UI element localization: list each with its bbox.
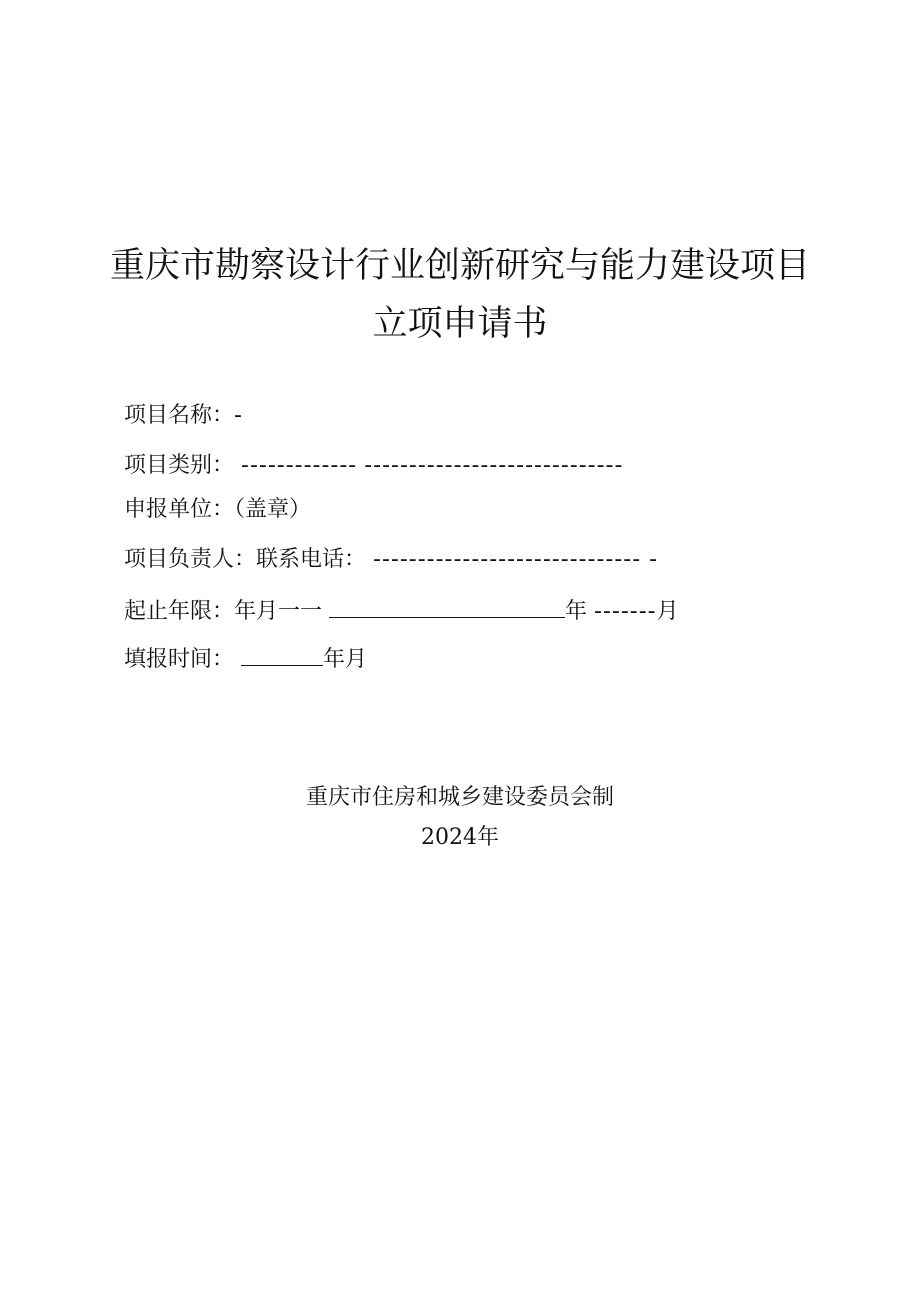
fill-date-underline (241, 643, 323, 666)
project-period-underline (329, 595, 565, 618)
issue-year: 2024年 (421, 825, 499, 850)
applicant-unit-label: 申报单位： (124, 497, 235, 522)
project-category-label: 项目类别： (124, 453, 235, 478)
project-leader-label: 项目负责人： (124, 547, 257, 572)
project-period-field (124, 595, 679, 627)
contact-phone-label: 联系电话： (256, 547, 367, 572)
project-period-start: 年月一一 (234, 599, 323, 624)
project-name-field (124, 401, 242, 431)
document-title-line2: 立项申请书 (372, 304, 548, 344)
issuer-line: 重庆市住房和城乡建设委员会制 (305, 785, 614, 810)
project-period-year-unit: 年 (565, 599, 588, 624)
project-category-blank-2: ----------------------------- (364, 453, 624, 478)
contact-phone-blank: ------------------------------ - (373, 547, 659, 572)
document-title-line1: 重庆市勘察设计行业创新研究与能力建设项目 (109, 246, 810, 286)
project-name-label: 项目名称： (124, 403, 235, 428)
applicant-unit-field (124, 495, 311, 525)
project-category-blank-1: ------------- (241, 453, 358, 478)
fill-date-label: 填报时间： (124, 647, 235, 672)
project-leader-field (124, 545, 658, 575)
project-name-value: - (234, 403, 242, 428)
project-category-field (124, 451, 623, 481)
project-period-month-unit: 月 (656, 599, 679, 624)
fill-date-field (124, 643, 367, 675)
project-period-month-blank: ------- (594, 599, 657, 624)
applicant-unit-seal-note: （盖章） (234, 497, 312, 522)
project-period-label: 起止年限： (124, 599, 235, 624)
fill-date-unit: 年月 (323, 647, 368, 672)
